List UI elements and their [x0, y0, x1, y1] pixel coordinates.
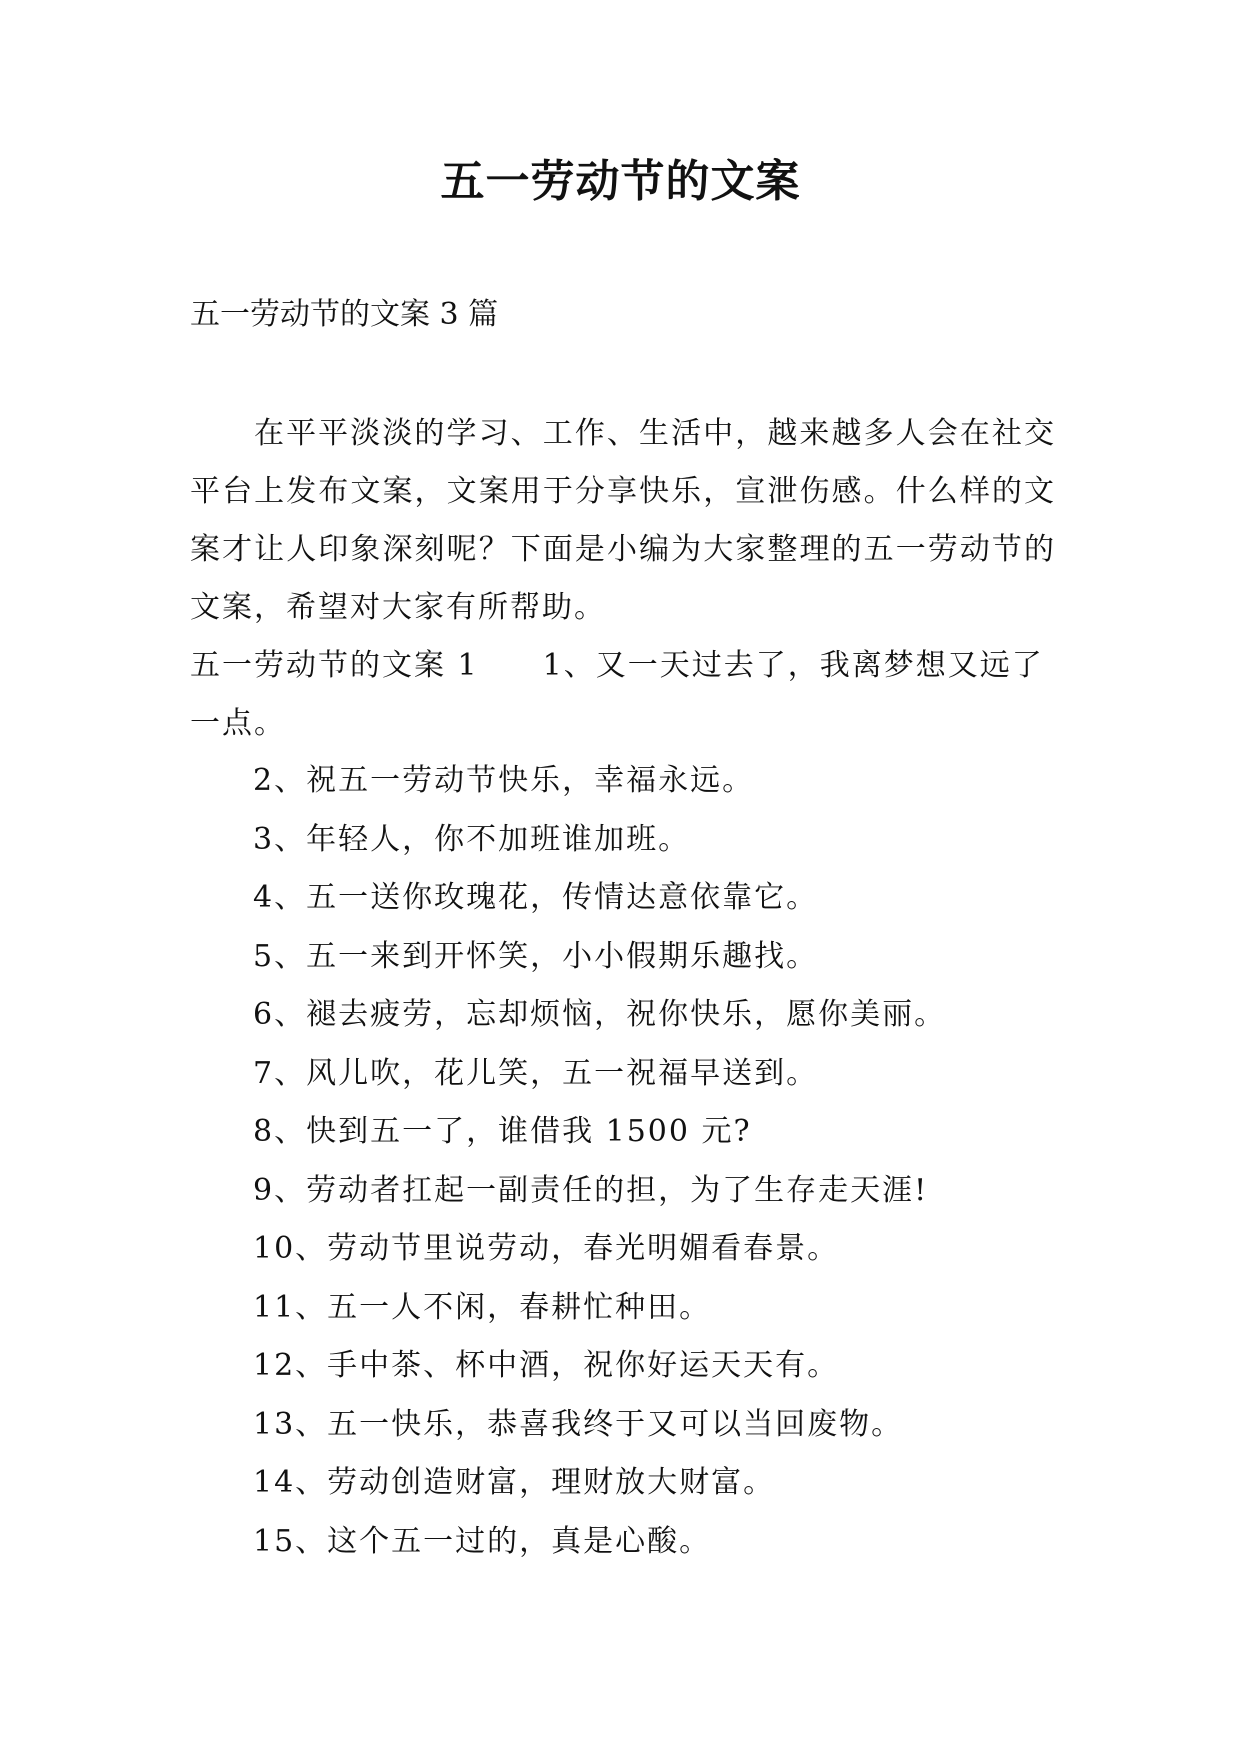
document-title: 五一劳动节的文案: [440, 156, 801, 207]
list-item: 8、快到五一了，谁借我 1500 元?: [253, 1114, 752, 1149]
section-1-line: [190, 637, 1070, 753]
list-item: 11、五一人不闲，春耕忙种田。: [253, 1289, 712, 1325]
intro-paragraph: 在平平淡淡的学习、工作、生活中，越来越多人会在社交平台上发布文案，文案用于分享快乐，宣泄伤感。什么样的文案才让人印象深刻呢？下面是小编为大家整理的五一劳动节的文案，希望对大家有所帮助。: [190, 416, 1056, 625]
list-item: 3、年轻人，你不加班谁加班。: [253, 821, 691, 857]
list-item: 14、劳动创造财富，理财放大财富。: [253, 1465, 776, 1500]
list-item: 4、五一送你玫瑰花，传情达意依靠它。: [253, 880, 819, 915]
list-item: 15、这个五一过的，真是心酸。: [253, 1523, 712, 1559]
list-item: 10、劳动节里说劳动，春光明媚看春景。: [253, 1231, 840, 1266]
list-item: 5、五一来到开怀笑，小小假期乐趣找。: [253, 938, 819, 974]
list-item: 2、祝五一劳动节快乐，幸福永远。: [253, 763, 755, 798]
quote-list: [253, 752, 946, 1571]
list-item: 7、风儿吹，花儿笑，五一祝福早送到。: [253, 1055, 819, 1091]
section-1-heading: 五一劳动节的文案 1: [190, 648, 479, 683]
document-subtitle: 五一劳动节的文案 3 篇: [190, 297, 499, 332]
list-item: 6、褪去疲劳，忘却烦恼，祝你快乐，愿你美丽。: [253, 997, 947, 1032]
list-item: 12、手中茶、杯中酒，祝你好运天天有。: [253, 1348, 840, 1383]
list-item-1: 1、又一天过去了，我离梦想又远了一点。: [190, 648, 1044, 741]
list-item: 13、五一快乐，恭喜我终于又可以当回废物。: [253, 1406, 904, 1442]
list-item: 9、劳动者扛起一副责任的担，为了生存走天涯!: [253, 1172, 929, 1208]
